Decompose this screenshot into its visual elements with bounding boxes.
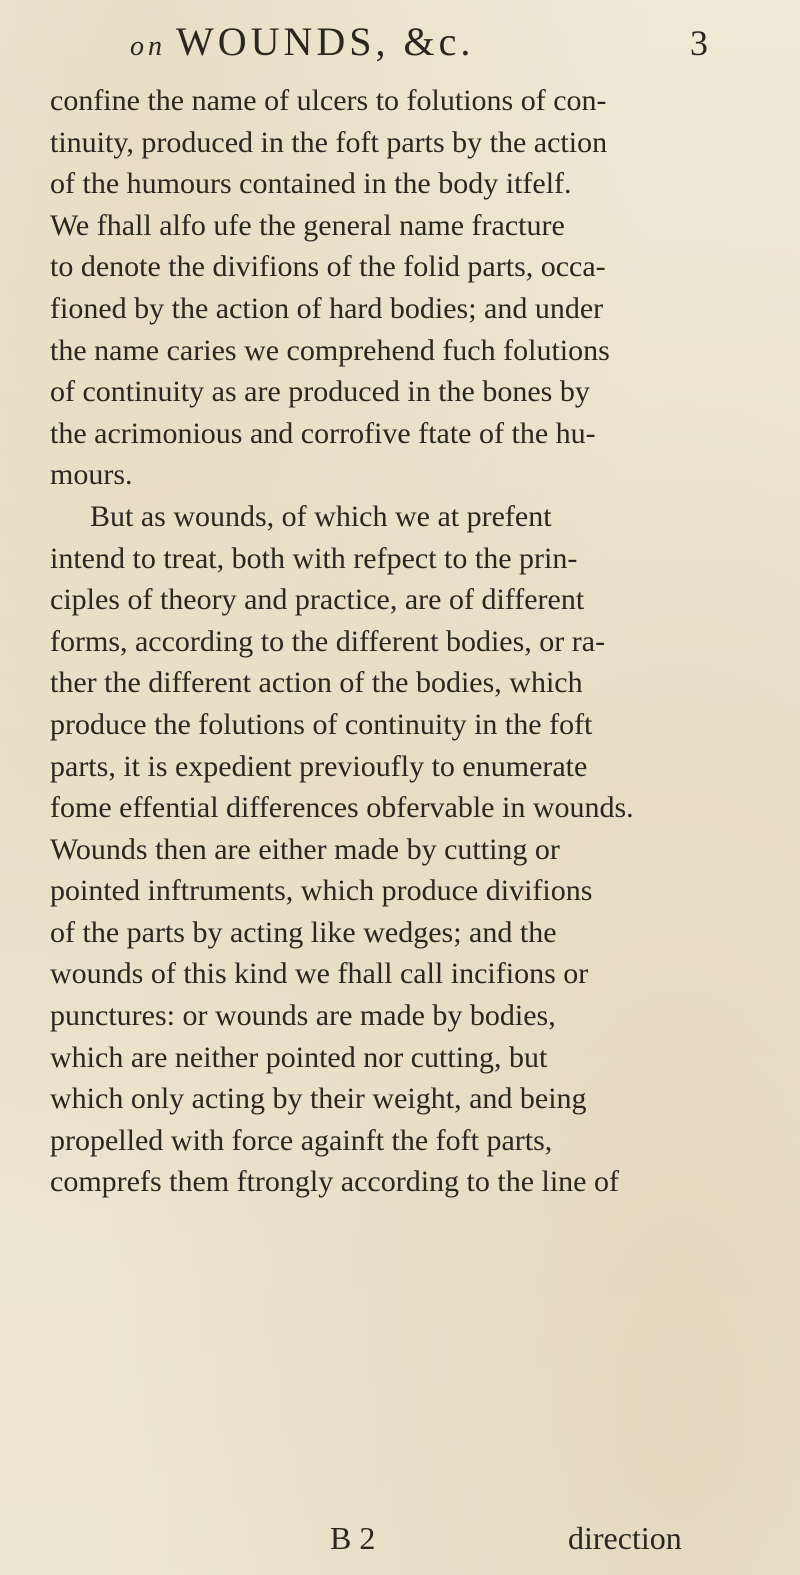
text-line: the acrimonious and corrofive ftate of the hu- <box>50 416 596 450</box>
running-title-text: WOUNDS, &c. <box>176 19 475 64</box>
text-line: forms, according to the different bodies, or ra- <box>50 624 606 658</box>
text-line: intend to treat, both with refpect to the prin- <box>50 541 578 575</box>
page-number: 3 <box>690 23 708 63</box>
text-line: parts, it is expedient previoufly to enumerate <box>50 749 588 783</box>
text-line: which only acting by their weight, and being <box>50 1082 587 1116</box>
paragraph-start-line: But as wounds, of which we at prefent <box>90 499 552 533</box>
text-line: of continuity as are produced in the bones by <box>50 375 590 409</box>
text-line: which are neither pointed nor cutting, but <box>50 1040 548 1074</box>
text-line: pointed inftruments, which produce divifions <box>50 874 593 908</box>
text-line: propelled with force againft the foft parts, <box>50 1123 553 1157</box>
text-line: tinuity, produced in the foft parts by the action <box>50 125 608 159</box>
body-text <box>50 80 750 1203</box>
text-line: of the parts by acting like wedges; and the <box>50 915 557 949</box>
text-line: punctures: or wounds are made by bodies, <box>50 999 556 1033</box>
text-line: mours. <box>50 458 133 492</box>
running-header <box>0 12 800 72</box>
text-line: fome effential differences obfervable in wounds. <box>50 791 634 825</box>
text-line: of the humours contained in the body itfelf. <box>50 167 572 201</box>
text-line: the name caries we comprehend fuch folutions <box>50 333 610 367</box>
text-line: fioned by the action of hard bodies; and under <box>50 291 604 325</box>
text-line: to denote the divifions of the folid parts, occa- <box>50 250 606 284</box>
text-line: comprefs them ftrongly according to the line of <box>50 1165 619 1199</box>
text-line: produce the folutions of continuity in the foft <box>50 707 593 741</box>
text-line: We fhall alfo ufe the general name fracture <box>50 208 565 242</box>
running-title-prefix: on <box>130 31 166 62</box>
text-line: wounds of this kind we fhall call incifions or <box>50 957 589 991</box>
text-line: Wounds then are either made by cutting or <box>50 832 560 866</box>
text-line: confine the name of ulcers to folutions of con- <box>50 84 607 117</box>
text-line: ther the different action of the bodies, which <box>50 666 583 700</box>
signature-mark: B 2 <box>330 1520 376 1556</box>
running-title <box>130 18 474 65</box>
catchword: direction <box>568 1520 682 1556</box>
page-footer <box>0 1520 800 1560</box>
text-line: ciples of theory and practice, are of different <box>50 583 585 617</box>
